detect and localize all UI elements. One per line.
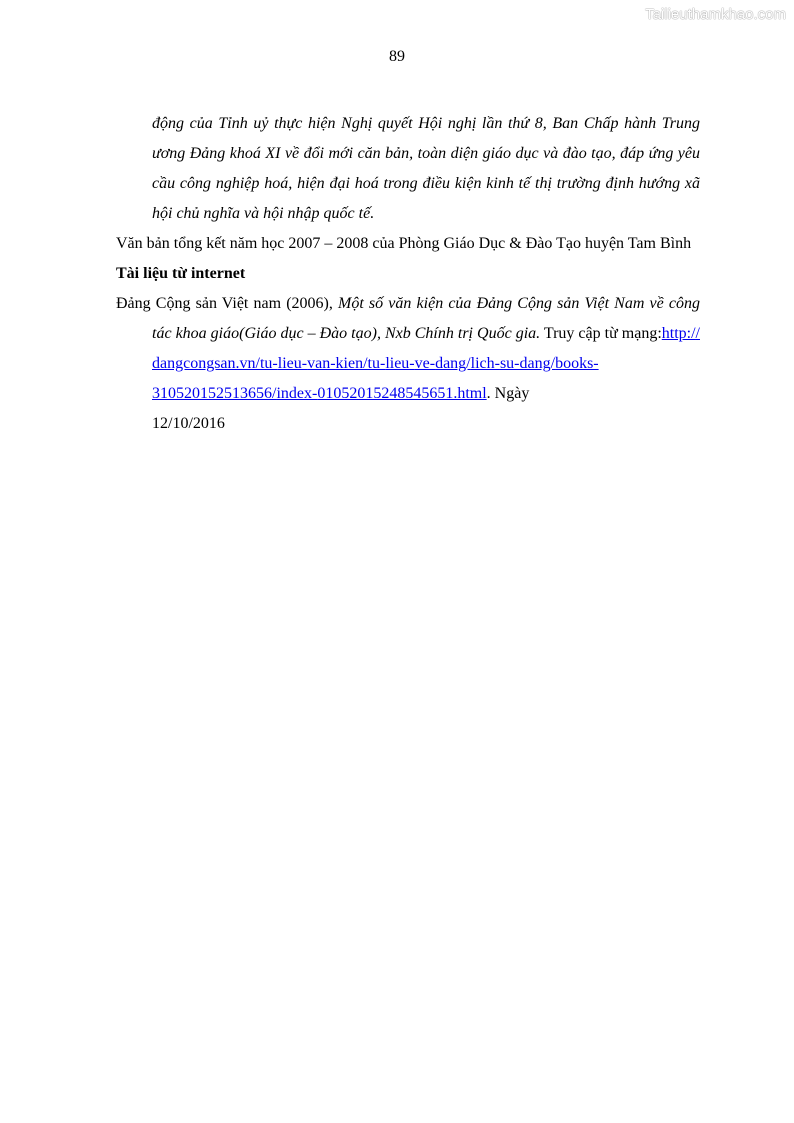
reference-list bbox=[116, 109, 700, 439]
reference-internet bbox=[116, 289, 700, 439]
reference-title: Một số văn kiện của Đảng Cộng sản Việt Nam về công tác khoa giáo(Giáo dục – Đào tạo), Nxb Chính trị Quốc gia. bbox=[152, 295, 700, 342]
reference-continued: động của Tỉnh uỷ thực hiện Nghị quyết Hội nghị lần thứ 8, Ban Chấp hành Trung ương Đảng khoá XI về đổi mới căn bản, toàn diện giáo dục và đào tạo, đáp ứng yêu cầu công nghiệp hoá, hiện đại hoá trong điều kiện kinh tế thị trường định hướng xã hội chủ nghĩa và hội nhập quốc tế. bbox=[152, 115, 700, 222]
section-heading: Tài liệu từ internet bbox=[116, 265, 246, 282]
access-date: 12/10/2016 bbox=[152, 415, 225, 432]
reference-url-link[interactable]: http://dangcongsan.vn/tu-lieu-van-kien/tu-lieu-ve-dang/lich-su-dang/books-310520152513656/index-01052015248545651.html bbox=[152, 325, 700, 402]
reference-report: Văn bản tổng kết năm học 2007 – 2008 của Phòng Giáo Dục & Đào Tạo huyện Tam Bình bbox=[116, 235, 692, 252]
reference-author: Đảng Cộng sản Việt nam (2006), bbox=[116, 295, 339, 312]
access-date-prefix: . Ngày bbox=[486, 385, 530, 402]
page-number: 89 bbox=[389, 48, 405, 65]
access-label: Truy cập từ mạng: bbox=[540, 325, 662, 342]
watermark: Tailieuthamkhao.com bbox=[645, 6, 786, 23]
